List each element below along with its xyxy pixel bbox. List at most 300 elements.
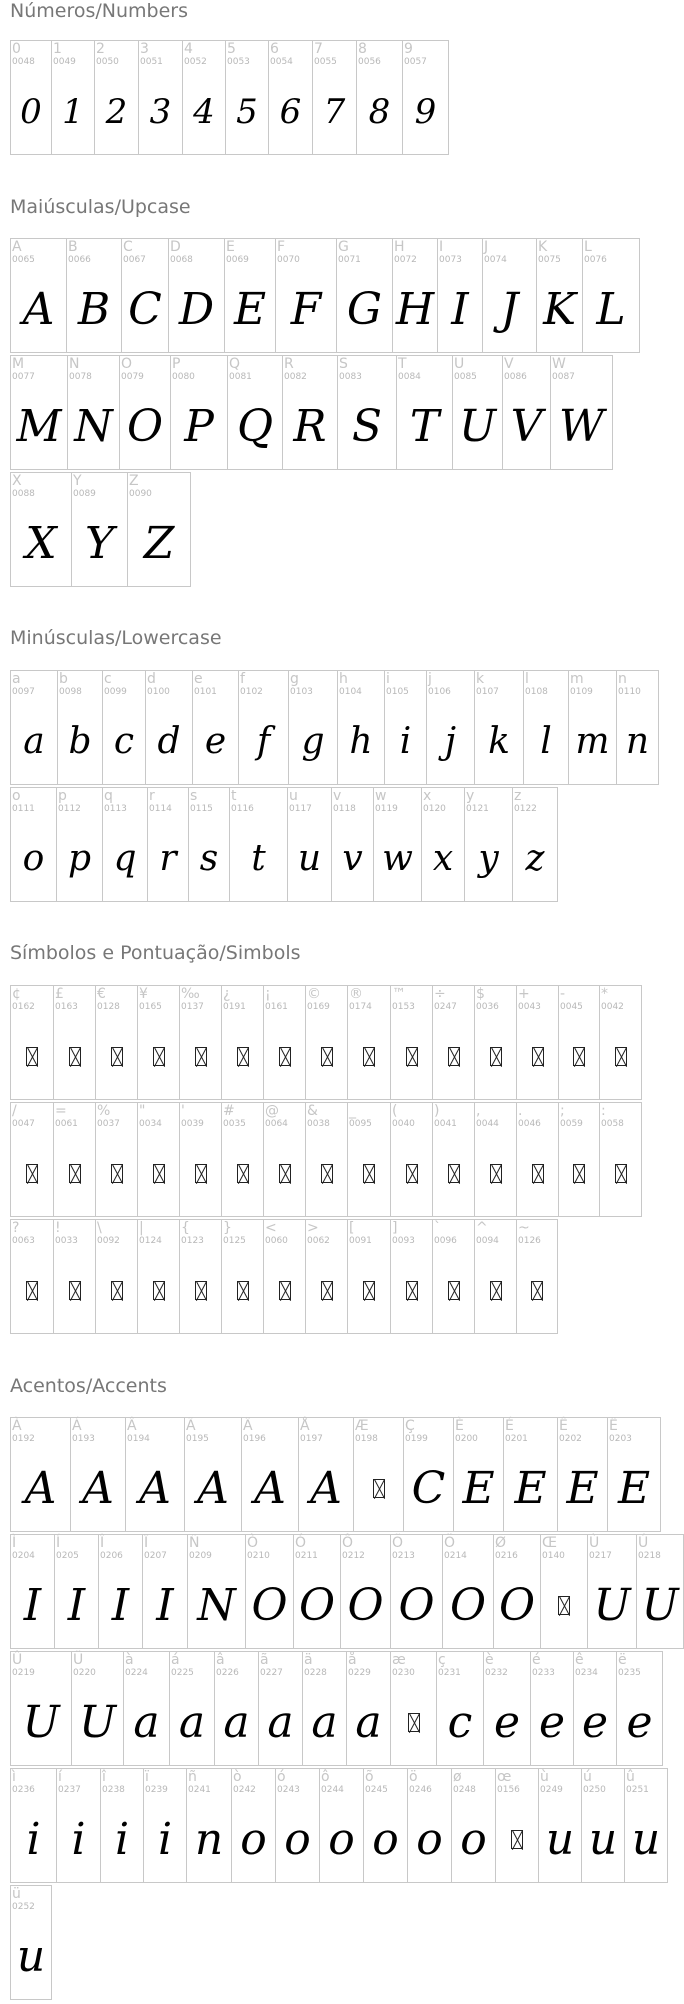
glyph-character-label: F [277, 239, 286, 255]
glyph-sample: O [126, 400, 164, 452]
glyph-code-label: 0213 [392, 1551, 415, 1561]
glyph-sample: v [342, 837, 363, 879]
glyph-cell [374, 787, 422, 902]
glyph-row [10, 1219, 642, 1334]
glyph-cell [232, 1768, 276, 1883]
glyph-sample: e [581, 1696, 609, 1748]
glyph-character-label: £ [55, 986, 64, 1002]
missing-glyph-box-icon [363, 1281, 375, 1300]
glyph-character-label: Ó [295, 1535, 307, 1551]
glyph-cell [475, 985, 517, 1100]
glyph-character-label: G [338, 239, 349, 255]
glyph-sample: i [114, 1813, 130, 1865]
glyph-character-label: * [601, 986, 608, 1002]
glyph-cell [475, 670, 524, 785]
glyph-cell [122, 238, 169, 353]
missing-glyph-icon [354, 1448, 403, 1529]
glyph-cell [72, 1651, 124, 1766]
glyph-sample: U [593, 1579, 631, 1631]
glyph-sample: U [641, 1579, 679, 1631]
glyph-cell [391, 985, 433, 1100]
glyph-character-label: Â [127, 1418, 137, 1434]
glyph-cell [103, 670, 146, 785]
missing-glyph-box-icon [406, 1281, 418, 1300]
glyph-sample: O [347, 1579, 384, 1631]
glyph-sample: 3 [149, 91, 172, 132]
glyph-code-label: 0239 [145, 1785, 168, 1795]
glyph-code-label: 0191 [223, 1002, 246, 1012]
glyph-character-label: ú [583, 1769, 592, 1785]
glyph-cell [391, 1219, 433, 1334]
glyph-character-label: e [194, 671, 203, 687]
glyph-code-label: 0196 [243, 1434, 266, 1444]
glyph-code-label: 0252 [12, 1902, 35, 1912]
glyph-code-label: 0227 [260, 1668, 283, 1678]
glyph-cell [99, 1534, 143, 1649]
glyph-cell [337, 238, 393, 353]
glyph-code-label: 0230 [392, 1668, 415, 1678]
glyph-sample: u [545, 1813, 575, 1865]
glyph-sample: A [197, 1462, 229, 1514]
glyph-code-label: 0105 [386, 687, 409, 697]
missing-glyph-box-icon [363, 1164, 375, 1183]
glyph-character-label: h [339, 671, 348, 687]
glyph-code-label: 0169 [307, 1002, 330, 1012]
missing-glyph-box-icon [490, 1047, 502, 1066]
glyph-code-label: 0110 [618, 687, 641, 697]
glyph-character-label: ê [575, 1652, 584, 1668]
glyph-cell [171, 355, 228, 470]
missing-glyph-box-icon [153, 1281, 165, 1300]
glyph-code-label: 0123 [181, 1236, 204, 1246]
missing-glyph-box-icon [279, 1164, 291, 1183]
glyph-sample: u [297, 837, 322, 879]
glyph-code-label: 0040 [392, 1119, 415, 1129]
glyph-character-label: } [223, 1220, 232, 1236]
glyph-character-label: Q [229, 356, 241, 372]
glyph-character-label: b [59, 671, 68, 687]
glyph-code-label: 0042 [601, 1002, 624, 1012]
glyph-row [10, 40, 449, 155]
glyph-cell [148, 787, 189, 902]
glyph-cell [54, 1102, 96, 1217]
glyph-sample: O [398, 1579, 435, 1631]
missing-glyph-icon [433, 1250, 474, 1331]
glyph-cell [52, 40, 95, 155]
glyph-code-label: 0174 [349, 1002, 372, 1012]
glyph-cell [391, 1102, 433, 1217]
glyph-character-label: P [172, 356, 181, 372]
glyph-code-label: 0036 [476, 1002, 499, 1012]
missing-glyph-icon [264, 1016, 305, 1097]
glyph-sample: A [24, 1462, 57, 1514]
glyph-code-label: 0194 [127, 1434, 150, 1444]
glyph-code-label: 0242 [233, 1785, 256, 1795]
glyph-code-label: 0058 [601, 1119, 624, 1129]
glyph-cell [230, 787, 288, 902]
glyph-sample: I [156, 1579, 174, 1631]
glyph-character-label: E [226, 239, 235, 255]
missing-glyph-box-icon [237, 1047, 249, 1066]
glyph-row [10, 1651, 684, 1766]
glyph-code-label: 0078 [69, 372, 92, 382]
missing-glyph-box-icon [373, 1479, 385, 1498]
glyph-code-label: 0109 [570, 687, 593, 697]
glyph-code-label: 0051 [140, 57, 163, 67]
glyph-row [10, 985, 642, 1100]
glyph-row [10, 1102, 642, 1217]
glyph-code-label: 0097 [12, 687, 35, 697]
glyph-cell [574, 1651, 617, 1766]
glyph-code-label: 0082 [284, 372, 307, 382]
glyph-cell [222, 1219, 264, 1334]
glyph-sample: x [432, 837, 454, 879]
glyph-character-label: Y [73, 473, 82, 489]
missing-glyph-icon [96, 1133, 137, 1214]
glyph-cell [222, 985, 264, 1100]
glyph-cell [276, 1768, 320, 1883]
missing-glyph-box-icon [26, 1281, 38, 1300]
glyph-cell [393, 238, 438, 353]
glyph-character-label: Å [300, 1418, 310, 1434]
glyph-code-label: 0089 [73, 489, 96, 499]
glyph-sample: m [575, 720, 610, 762]
glyph-code-label: 0100 [147, 687, 170, 697]
glyph-character-label: Ö [444, 1535, 456, 1551]
glyph-cell [264, 985, 306, 1100]
glyph-character-label: î [102, 1769, 106, 1785]
glyph-character-label: p [58, 788, 67, 804]
glyph-cell [517, 1102, 559, 1217]
glyph-cell [71, 1417, 126, 1532]
section-title-lowercase: Minúsculas/Lowercase [10, 627, 222, 649]
glyph-cell [583, 238, 640, 353]
glyph-cell [67, 238, 122, 353]
glyph-cell [433, 985, 475, 1100]
missing-glyph-box-icon [406, 1047, 418, 1066]
glyph-code-label: 0048 [12, 57, 35, 67]
glyph-code-label: 0065 [12, 255, 35, 265]
glyph-code-label: 0080 [172, 372, 195, 382]
glyph-cell [539, 1768, 582, 1883]
glyph-sample: N [74, 400, 113, 452]
glyph-cell [408, 1768, 452, 1883]
glyph-character-label: X [12, 473, 22, 489]
glyph-code-label: 0083 [339, 372, 362, 382]
glyph-cell [126, 1417, 185, 1532]
glyph-sample: O [251, 1579, 288, 1631]
glyph-code-label: 0201 [505, 1434, 528, 1444]
missing-glyph-icon [11, 1133, 53, 1214]
glyph-cell [269, 40, 313, 155]
glyph-character-label: é [532, 1652, 541, 1668]
glyph-cell [600, 1102, 642, 1217]
glyph-code-label: 0047 [12, 1119, 35, 1129]
glyph-cell [96, 1219, 138, 1334]
glyph-sample: A [310, 1462, 342, 1514]
glyph-character-label: õ [365, 1769, 374, 1785]
missing-glyph-box-icon [321, 1047, 333, 1066]
glyph-character-label: Ò [247, 1535, 259, 1551]
section-title-symbols: Símbolos e Pontuação/Simbols [10, 942, 301, 964]
section-title-upcase: Maiúsculas/Upcase [10, 196, 191, 218]
missing-glyph-box-icon [279, 1047, 291, 1066]
glyph-sample: I [23, 1579, 42, 1631]
glyph-cell [101, 1768, 144, 1883]
glyph-cell [10, 1219, 54, 1334]
glyph-code-label: 0117 [289, 804, 312, 814]
missing-glyph-icon [433, 1016, 474, 1097]
glyph-code-label: 0209 [189, 1551, 212, 1561]
missing-glyph-icon [54, 1133, 95, 1214]
missing-glyph-icon [391, 1682, 436, 1763]
glyph-code-label: 0062 [307, 1236, 330, 1246]
glyph-character-label: < [265, 1220, 277, 1236]
glyph-character-label: â [216, 1652, 225, 1668]
glyph-sample: K [543, 283, 576, 335]
glyph-row [10, 1417, 684, 1532]
glyph-code-label: 0165 [139, 1002, 162, 1012]
glyph-code-label: 0033 [55, 1236, 78, 1246]
glyph-code-label: 0118 [333, 804, 356, 814]
glyph-character-label: t [231, 788, 237, 804]
glyph-sample: 6 [279, 91, 302, 132]
glyph-cell [96, 1102, 138, 1217]
glyph-character-label: 0 [12, 41, 21, 57]
glyph-character-label: T [398, 356, 407, 372]
glyph-character-label: ® [349, 986, 363, 1002]
missing-glyph-box-icon [408, 1713, 420, 1732]
glyph-cell [582, 1768, 625, 1883]
glyph-code-label: 0061 [55, 1119, 78, 1129]
glyph-character-label: Í [56, 1535, 61, 1551]
glyph-code-label: 0096 [434, 1236, 457, 1246]
glyph-code-label: 0053 [227, 57, 250, 67]
glyph-cell [246, 1534, 294, 1649]
glyph-code-label: 0198 [355, 1434, 378, 1444]
glyph-cell [146, 670, 193, 785]
glyph-cell [531, 1651, 574, 1766]
missing-glyph-icon [222, 1016, 263, 1097]
glyph-character-label: d [147, 671, 156, 687]
glyph-character-label: i [386, 671, 390, 687]
glyph-character-label: k [476, 671, 485, 687]
glyph-code-label: 0041 [434, 1119, 457, 1129]
missing-glyph-icon [517, 1133, 558, 1214]
glyph-sample: d [157, 720, 181, 762]
glyph-character-label: æ [392, 1652, 406, 1668]
glyph-cell [54, 1219, 96, 1334]
glyph-sample: u [588, 1813, 618, 1865]
glyph-sample: o [284, 1813, 311, 1865]
glyph-cell [10, 1885, 52, 2000]
glyph-character-label: f [240, 671, 245, 687]
glyph-cell [169, 238, 225, 353]
glyph-character-label: 4 [184, 41, 193, 57]
glyph-cell [422, 787, 465, 902]
missing-glyph-icon [517, 1016, 558, 1097]
glyph-cell [55, 1534, 99, 1649]
glyph-sample: a [311, 1696, 338, 1748]
glyph-code-label: 0095 [349, 1119, 372, 1129]
glyph-sample: k [488, 720, 510, 762]
glyph-character-label: 6 [270, 41, 279, 57]
glyph-character-label: n [618, 671, 627, 687]
glyph-code-label: 0197 [300, 1434, 323, 1444]
glyph-sample: 4 [193, 91, 215, 132]
glyph-character-label: % [97, 1103, 111, 1119]
glyph-code-label: 0238 [102, 1785, 125, 1795]
glyph-character-label: Ù [589, 1535, 600, 1551]
missing-glyph-icon [541, 1565, 587, 1646]
glyph-character-label: & [307, 1103, 318, 1119]
glyph-cell [185, 1417, 242, 1532]
glyph-cell [475, 1102, 517, 1217]
glyph-character-label: W [552, 356, 566, 372]
missing-glyph-icon [600, 1016, 641, 1097]
glyph-code-label: 0085 [454, 372, 477, 382]
glyph-code-label: 0049 [53, 57, 76, 67]
glyph-character-label: Ú [638, 1535, 649, 1551]
glyph-code-label: 0064 [265, 1119, 288, 1129]
glyph-cell [193, 670, 239, 785]
glyph-cell [303, 1651, 347, 1766]
missing-glyph-box-icon [532, 1047, 544, 1066]
glyph-code-label: 0044 [476, 1119, 499, 1129]
upcase-grid [10, 238, 640, 587]
missing-glyph-icon [222, 1133, 263, 1214]
glyph-character-label: ï [145, 1769, 149, 1785]
glyph-code-label: 0235 [618, 1668, 641, 1678]
glyph-cell [10, 1651, 72, 1766]
glyph-code-label: 0052 [184, 57, 207, 67]
missing-glyph-icon [222, 1250, 263, 1331]
glyph-character-label: ; [560, 1103, 565, 1119]
glyph-code-label: 0099 [104, 687, 127, 697]
glyph-sample: e [204, 720, 227, 762]
glyph-code-label: 0054 [270, 57, 293, 67]
glyph-sample: i [71, 1813, 86, 1865]
glyph-character-label: 5 [227, 41, 236, 57]
glyph-cell [541, 1534, 588, 1649]
glyph-cell [10, 472, 72, 587]
glyph-sample: 5 [236, 91, 258, 132]
glyph-character-label: Ü [73, 1652, 84, 1668]
glyph-character-label: à [125, 1652, 134, 1668]
glyph-code-label: 0081 [229, 372, 252, 382]
glyph-code-label: 0229 [348, 1668, 371, 1678]
glyph-character-label: q [104, 788, 113, 804]
accents-grid [10, 1417, 684, 2000]
missing-glyph-box-icon [511, 1830, 523, 1849]
glyph-sample: j [444, 720, 457, 762]
glyph-sample: A [139, 1462, 171, 1514]
glyph-code-label: 0093 [392, 1236, 415, 1246]
glyph-cell [513, 787, 558, 902]
glyph-sample: h [349, 720, 373, 762]
missing-glyph-icon [391, 1133, 432, 1214]
glyph-code-label: 0140 [542, 1551, 565, 1561]
glyph-sample: 7 [323, 91, 346, 132]
missing-glyph-icon [306, 1016, 347, 1097]
glyph-sample: n [194, 1813, 224, 1865]
glyph-character-label: © [307, 986, 321, 1002]
glyph-character-label: 8 [358, 41, 367, 57]
glyph-cell [58, 670, 103, 785]
glyph-character-label: ' [181, 1103, 185, 1119]
missing-glyph-box-icon [321, 1281, 333, 1300]
glyph-cell [276, 238, 337, 353]
glyph-cell [139, 40, 183, 155]
glyph-sample: o [22, 837, 45, 879]
glyph-character-label: ^ [476, 1220, 488, 1236]
glyph-sample: Q [236, 400, 274, 452]
glyph-character-label: Ø [495, 1535, 507, 1551]
glyph-cell [517, 1219, 558, 1334]
glyph-cell [608, 1417, 661, 1532]
glyph-character-label: - [560, 986, 566, 1002]
glyph-character-label: û [626, 1769, 635, 1785]
glyph-character-label: M [12, 356, 25, 372]
glyph-code-label: 0113 [104, 804, 127, 814]
glyph-sample: r [159, 837, 177, 879]
glyph-code-label: 0217 [589, 1551, 612, 1561]
missing-glyph-box-icon [363, 1047, 375, 1066]
missing-glyph-icon [348, 1250, 390, 1331]
glyph-character-label: l [525, 671, 529, 687]
glyph-character-label: ! [55, 1220, 61, 1236]
glyph-cell [637, 1534, 684, 1649]
glyph-sample: 1 [62, 91, 84, 132]
glyph-character-label: ‰ [181, 986, 200, 1002]
glyph-sample: I [111, 1579, 130, 1631]
glyph-cell [264, 1102, 306, 1217]
glyph-code-label: 0122 [514, 804, 537, 814]
glyph-cell [404, 1417, 454, 1532]
glyph-code-label: 0079 [121, 372, 144, 382]
glyph-cell [357, 40, 403, 155]
glyph-character-label: € [97, 986, 106, 1002]
glyph-cell [103, 787, 148, 902]
glyph-character-label: K [538, 239, 548, 255]
glyph-cell [391, 1651, 437, 1766]
glyph-cell [289, 670, 338, 785]
glyph-cell [10, 40, 52, 155]
glyph-cell [180, 985, 222, 1100]
missing-glyph-box-icon [26, 1047, 38, 1066]
glyph-code-label: 0039 [181, 1119, 204, 1129]
glyph-character-label: Ç [405, 1418, 415, 1434]
glyph-character-label: s [190, 788, 198, 804]
glyph-sample: b [68, 720, 92, 762]
glyph-code-label: 0108 [525, 687, 548, 697]
glyph-cell [183, 40, 226, 155]
missing-glyph-box-icon [153, 1164, 165, 1183]
glyph-code-label: 0077 [12, 372, 35, 382]
glyph-cell [569, 670, 617, 785]
missing-glyph-icon [264, 1133, 305, 1214]
missing-glyph-box-icon [490, 1281, 502, 1300]
glyph-character-label: Ê [559, 1418, 568, 1434]
glyph-code-label: 0199 [405, 1434, 428, 1444]
glyph-code-label: 0057 [404, 57, 427, 67]
glyph-cell [338, 670, 385, 785]
glyph-code-label: 0193 [72, 1434, 95, 1444]
missing-glyph-box-icon [237, 1281, 249, 1300]
missing-glyph-box-icon [448, 1164, 460, 1183]
glyph-code-label: 0203 [609, 1434, 632, 1444]
glyph-code-label: 0246 [409, 1785, 432, 1795]
